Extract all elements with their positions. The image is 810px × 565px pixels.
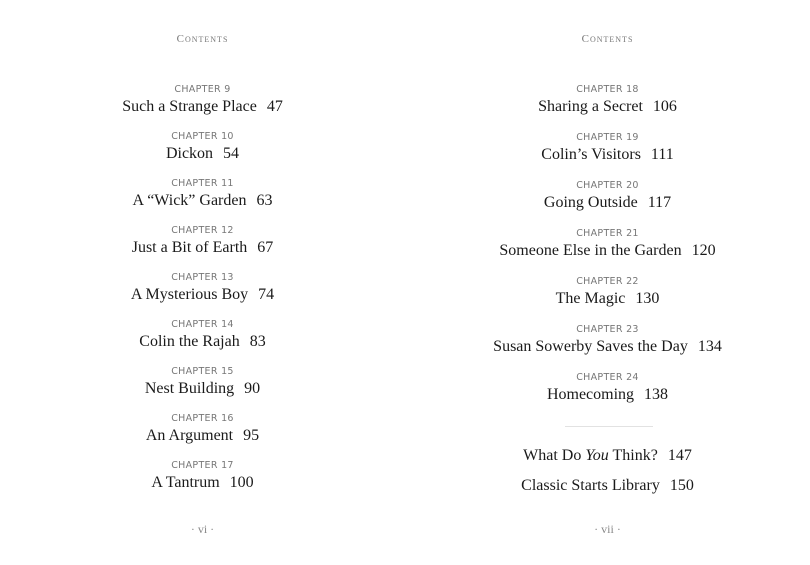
toc-list (0, 84, 405, 507)
toc-entry[interactable] (405, 372, 810, 420)
chapter-title: Colin’s Visitors 111 (541, 146, 674, 163)
chapter-label: CHAPTER 21 (576, 228, 639, 239)
page-number: 67 (257, 239, 274, 256)
toc-entry-what-do-you-think[interactable]: What Do You Think? 147 (523, 447, 692, 464)
chapter-label: CHAPTER 16 (171, 413, 234, 424)
page-number: 106 (652, 98, 677, 115)
toc-list (405, 84, 810, 420)
chapter-label: CHAPTER 20 (576, 180, 639, 191)
chapter-label: CHAPTER 24 (576, 372, 639, 383)
chapter-title: Just a Bit of Earth 67 (131, 239, 274, 256)
page-number: 130 (635, 290, 660, 307)
toc-entry[interactable] (0, 319, 405, 366)
page-number: 90 (244, 380, 261, 397)
chapter-label: CHAPTER 17 (171, 460, 234, 471)
chapter-title: A Tantrum 100 (151, 474, 254, 491)
page-number: 83 (249, 333, 266, 350)
chapter-title: Such a Strange Place 47 (122, 98, 283, 115)
folio: · vi · (190, 522, 215, 536)
chapter-title: Susan Sowerby Saves the Day 134 (493, 338, 722, 355)
running-head: Contents (581, 33, 634, 45)
chapter-title: The Magic 130 (555, 290, 660, 307)
page-number: 95 (243, 427, 260, 444)
page-number: 117 (647, 194, 672, 211)
chapter-title: Someone Else in the Garden 120 (499, 242, 716, 259)
chapter-title: An Argument 95 (145, 427, 260, 444)
chapter-label: CHAPTER 11 (171, 178, 234, 189)
chapter-title: A Mysterious Boy 74 (130, 286, 275, 303)
page-number: 47 (266, 98, 283, 115)
chapter-label: CHAPTER 23 (576, 324, 639, 335)
folio: · vii · (594, 522, 621, 536)
divider (565, 426, 653, 427)
chapter-label: CHAPTER 12 (171, 225, 234, 236)
chapter-title: Homecoming 138 (546, 386, 669, 403)
chapter-label: CHAPTER 15 (171, 366, 234, 377)
chapter-title: Dickon 54 (165, 145, 240, 162)
page-number: 120 (691, 242, 716, 259)
chapter-title: Nest Building 90 (144, 380, 261, 397)
toc-entry[interactable] (405, 132, 810, 180)
chapter-title: Colin the Rajah 83 (139, 333, 266, 350)
toc-entry[interactable] (405, 180, 810, 228)
page-number: 147 (667, 447, 692, 464)
page-number: 150 (669, 477, 694, 494)
page-number: 63 (256, 192, 273, 209)
toc-entry[interactable] (405, 84, 810, 132)
chapter-label: CHAPTER 22 (576, 276, 639, 287)
page-number: 111 (650, 146, 674, 163)
chapter-title: A “Wick” Garden 63 (132, 192, 273, 209)
toc-entry[interactable] (0, 413, 405, 460)
toc-entry[interactable] (405, 276, 810, 324)
chapter-label: CHAPTER 14 (171, 319, 234, 330)
chapter-label: CHAPTER 18 (576, 84, 639, 95)
page-number: 74 (258, 286, 275, 303)
toc-entry[interactable] (0, 225, 405, 272)
chapter-title: Going Outside 117 (543, 194, 672, 211)
chapter-title: Sharing a Secret 106 (538, 98, 677, 115)
toc-entry[interactable] (405, 324, 810, 372)
toc-entry[interactable] (0, 460, 405, 507)
chapter-label: CHAPTER 9 (174, 84, 231, 95)
chapter-label: CHAPTER 13 (171, 272, 234, 283)
page-number: 134 (697, 338, 722, 355)
page-number: 100 (229, 474, 254, 491)
toc-entry-classic-starts-library[interactable]: Classic Starts Library 150 (521, 477, 694, 494)
toc-entry[interactable] (0, 84, 405, 131)
chapter-label: CHAPTER 19 (576, 132, 639, 143)
toc-entry[interactable] (0, 272, 405, 319)
toc-entry[interactable] (0, 178, 405, 225)
toc-entry[interactable] (0, 366, 405, 413)
page-number: 138 (644, 386, 669, 403)
chapter-label: CHAPTER 10 (171, 131, 234, 142)
toc-entry[interactable] (405, 228, 810, 276)
page-number: 54 (223, 145, 240, 162)
toc-entry[interactable] (0, 131, 405, 178)
running-head: Contents (176, 33, 229, 45)
